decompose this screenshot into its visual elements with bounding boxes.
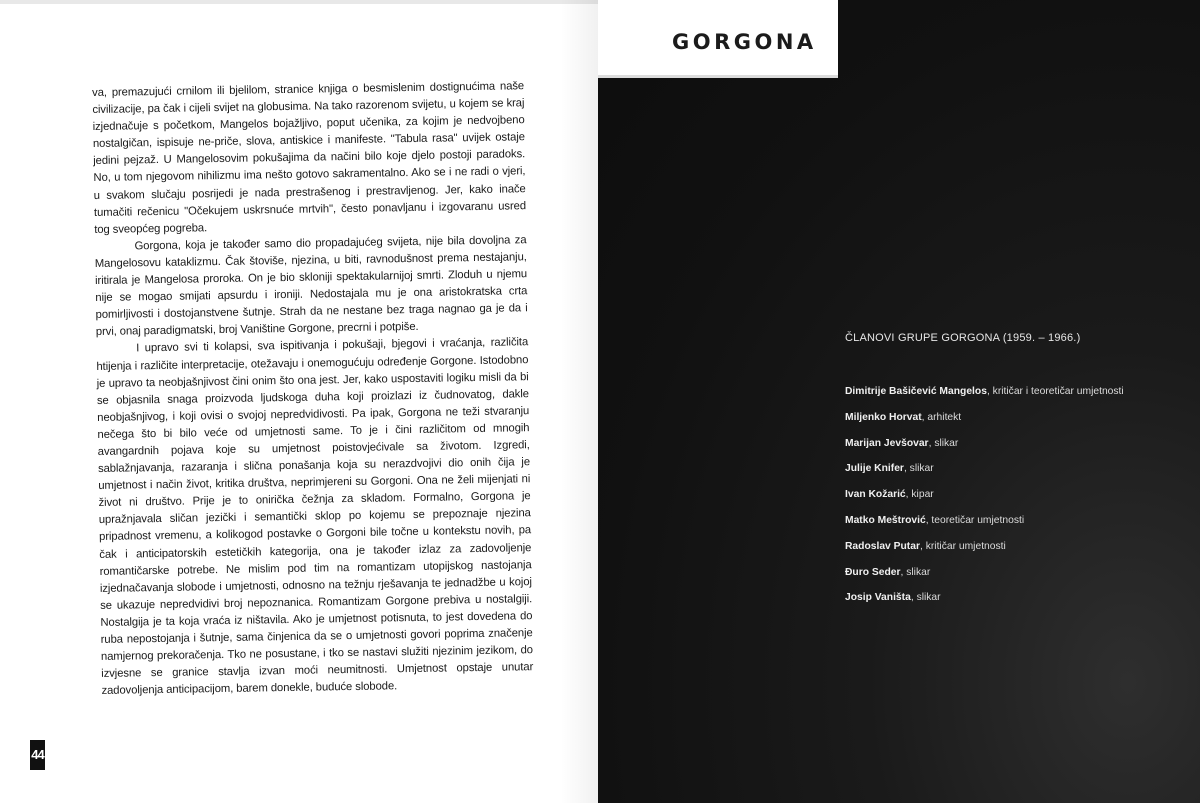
member-separator: , xyxy=(928,437,935,449)
member-role: teoretičar umjetnosti xyxy=(931,514,1025,526)
member-role: slikar xyxy=(916,592,941,604)
member-separator: , xyxy=(921,411,928,423)
member-name: Miljenko Horvat xyxy=(845,411,922,423)
member-name: Marijan Jevšovar xyxy=(845,437,929,449)
member-separator: , xyxy=(900,566,907,578)
left-page xyxy=(0,0,598,803)
member-item xyxy=(845,386,1124,412)
member-name: Radoslav Putar xyxy=(845,540,920,552)
paragraph-3: I upravo svi ti kolapsi, sva ispitivanja i pokušaji, bjegovi i vraćanja, različita htijenja i različite interpretacije, otežavaju i onemogućuju određenje Gorgone. Istodobno je upravo ta neobjašnjivost čini onim što ona jest. Jer, kako uspostaviti logiku misli da bi se objasnila snaga proizvoda ljudskoga duha koji proizlazi iz čudnovatog, dakle neobjašnjivog, i koji ovisi o svojoj nepredvidivosti. Pa ipak, Gorgona ne teži stvaranju nečega što bi bilo veće od umjetnosti same. To je i čini različitom od mnogih avangardnih pojava koje su umjetnost poistovjećivale sa životom. Izgredi, sablažnjavanja, razaranja i slična ponašanja koja su nerazdvojivi dio onih čija je umjetnost i način život, kritika društva, neprimjereni su Gorgoni. Ona ne želi mijenjati ni život ni društvo. Prije je to onirička čežnja za skladom. Formalno, Gorgona je upražnjavala sličan jezički i semantički sklop po kojemu se prepoznaje njezina pripadnost vremenu, a kolikogod postavke o Gorgoni bile točne u kontekstu novih, pa čak i anticipatorskih estetičkih kategorija, ona je također izlaz za zadovoljenje romantičarske potrebe. Ne mislim pod tim na romantizam utopijskog nastojanja izjednačavanja slobode i umjetnosti, odnosno na težnju rješavanja te jednadžbe u kojoj se ukazuje nepredvidivi broj nepoznanica. Romantizam Gorgone prebiva u nostalgiji. Nostalgija je ta koja vraća iz ništavila. Ako je umjetnost potisnuta, to jest dovedena do ruba nepostojanja i šutnje, sama činjenica da se o umjetnosti govori poprima značenje namjernog prekoračenja. Tko ne posustane, i tko se nastavi služiti njezinim jezikom, do izvjesne se granice stavlja izvan moći neumitnosti. Umjetnost opstaje unutar zadovoljenja anticipacijom, barem donekle, buduće slobode. xyxy=(96,336,534,698)
paragraph-1: va, premazujući crnilom ili bjelilom, stranice knjiga o besmislenim dostignućima naše civilizacije, pa čak i cijeli svijet na globusima. Na tako razorenom svijetu, u kojem se kraj izjednačuje s početkom, Mangelos bojažljivo, poput učenika, za kojim je nedvojbeno nostalgičan, ispisuje ne-priče, slova, antiskice i manifeste. "Tabula rasa" uvijek ostaje jedini pejzaž. U Mangelosovim pokušajima da načini bilo koje djelo postoji paradoks. No, u tom njegovom nihilizmu ima nešto gotovo sakramentalno. Ako se i ne radi o vjeri, u svakom slučaju posrijedi je nada prestrašenog i prestravljenog. Jer, kako inače tumačiti rečenicu "Očekujem uskrsnuće mrtvih", često ponavljanu i izgovaranu usred tog sveopćeg pogreba. xyxy=(92,80,527,236)
member-name: Julije Knifer xyxy=(845,463,904,475)
member-role: slikar xyxy=(906,566,931,578)
book-title: GORGONA xyxy=(672,30,817,54)
member-separator: , xyxy=(986,386,993,397)
gutter-shadow xyxy=(560,0,600,803)
member-separator: , xyxy=(919,540,926,552)
stray-mark xyxy=(348,58,378,66)
paragraph-2: Gorgona, koja je također samo dio propadajućeg svijeta, nije bila dovoljna za Mangelosovu kataklizmu. Čak štoviše, njezina, u biti, ravnodušnost prema nestajanju, iritirala je Mangelosa proroka. On je bio skloniji spektakularnijoj smrti. Zloduh u njemu nije se mogao smijati apsurdu i ironiji. Nedostajala mu je ona aristokratska crta pomirljivosti i dostojanstvene šutnje. Strah da ne nestane bez traga nagnao ga je da i prvi, onaj paradigmatski, broj Vaništine Gorgone, precrni i potpiše. xyxy=(94,234,528,339)
members-heading: ČLANOVI GRUPE GORGONA (1959. – 1966.) xyxy=(845,332,1081,344)
member-name: Josip Vaništa xyxy=(845,592,911,604)
member-name: Đuro Seder xyxy=(845,566,901,578)
member-item xyxy=(845,412,1124,438)
member-role: arhitekt xyxy=(927,411,962,423)
member-name: Dimitrije Bašičević Mangelos xyxy=(845,386,987,397)
member-item xyxy=(845,463,1124,489)
member-item xyxy=(845,438,1124,464)
member-role: slikar xyxy=(909,463,934,475)
member-item xyxy=(845,489,1124,515)
member-name: Matko Meštrović xyxy=(845,514,926,526)
member-role: kritičar i teoretičar umjetnosti xyxy=(992,386,1124,397)
member-item xyxy=(845,592,1124,618)
member-item xyxy=(845,515,1124,541)
member-item xyxy=(845,567,1124,593)
member-item xyxy=(845,541,1124,567)
member-separator: , xyxy=(910,592,917,604)
member-role: kritičar umjetnosti xyxy=(925,540,1006,552)
essay-text xyxy=(92,78,534,700)
member-name: Ivan Kožarić xyxy=(845,489,906,501)
member-separator: , xyxy=(905,489,912,501)
members-list xyxy=(845,386,1124,618)
member-separator: , xyxy=(925,514,932,526)
member-role: slikar xyxy=(934,437,959,449)
member-separator: , xyxy=(903,463,910,475)
member-role: kipar xyxy=(911,489,934,501)
page-number: 44 xyxy=(30,740,45,770)
